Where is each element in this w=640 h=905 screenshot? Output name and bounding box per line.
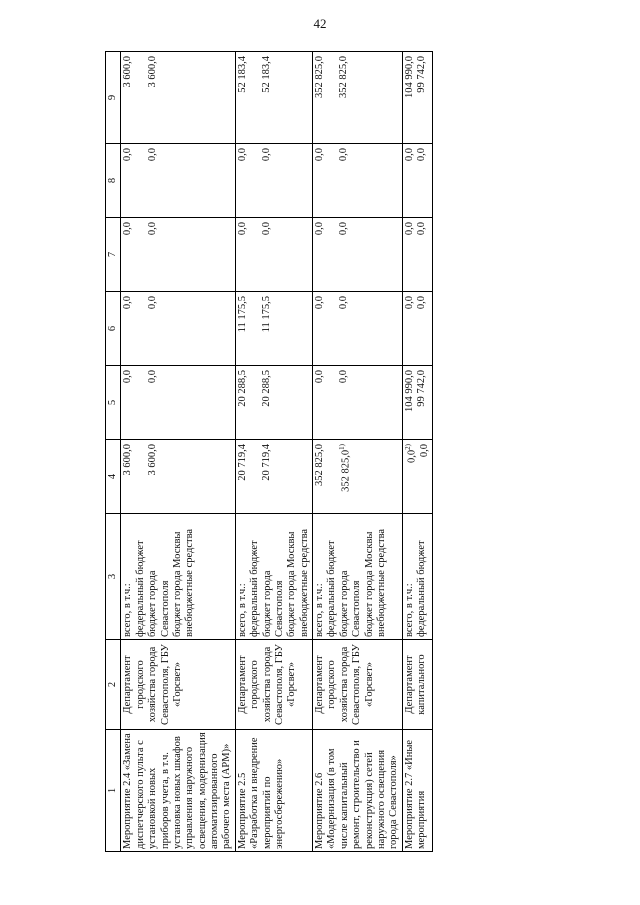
amount-cell — [121, 144, 235, 218]
footnote-mark: 1) — [338, 444, 347, 450]
amount-value: 0,0 — [122, 148, 134, 162]
amount-value: 0,0 — [236, 148, 248, 162]
amount-value — [351, 296, 363, 363]
amount-value — [326, 370, 338, 437]
amount-value — [326, 444, 338, 511]
funding-source-label: бюджет города Москвы — [286, 531, 298, 637]
funding-source-label: бюджет города Москвы — [171, 531, 183, 637]
amount-value — [286, 56, 298, 141]
amount-cell — [313, 292, 403, 366]
amount-value — [326, 222, 338, 289]
amount-cell — [235, 52, 312, 144]
amount-value — [171, 222, 183, 289]
amount-value — [286, 222, 298, 289]
amount-value: 104 990,0 — [403, 56, 415, 98]
amount-value — [286, 296, 298, 363]
activity-name: Мероприятие 2.7 «Иные мероприятия — [402, 730, 432, 852]
amount-value — [171, 56, 183, 141]
amount-value — [274, 222, 286, 289]
amount-cell — [235, 366, 312, 440]
activity-name: Мероприятие 2.4 «Замена диспетчерского пульта с установкой новых приборов учета, в т.ч. установка новых шкафов управления наружного освещения, модернизация автоматизированного рабочего места (АРМ)» — [121, 730, 235, 852]
amount-value — [159, 370, 171, 437]
amount-cell — [121, 440, 235, 514]
amount-value — [363, 148, 375, 215]
amount-value: 0,0 — [314, 148, 325, 162]
col-header: 6 — [106, 292, 121, 366]
amount-value — [363, 296, 375, 363]
amount-value: 0,0 — [338, 148, 350, 162]
amount-value — [326, 296, 338, 363]
amount-cell — [402, 292, 432, 366]
amount-value: 104 990,0 — [403, 370, 415, 412]
amount-value: 0,0 — [146, 296, 158, 310]
amount-cell — [235, 144, 312, 218]
amount-value — [286, 370, 298, 437]
amount-value — [171, 148, 183, 215]
amount-value: 0,0 — [416, 296, 427, 310]
amount-value — [353, 444, 365, 511]
amount-value: 20 288,5 — [236, 370, 248, 407]
budget-table — [105, 51, 433, 852]
table-row — [235, 52, 312, 852]
executor: Департамент городского хозяйства города Севастополя, ГБУ «Горсвет» — [121, 640, 235, 730]
amount-value — [365, 444, 377, 511]
amount-cell — [313, 440, 403, 514]
amount-value — [135, 296, 147, 363]
amount-value — [249, 370, 261, 437]
amount-value — [351, 56, 363, 141]
col-header: 7 — [106, 218, 121, 292]
amount-value — [249, 56, 261, 141]
amount-cell — [121, 52, 235, 144]
funding-sources — [121, 514, 235, 640]
amount-cell — [121, 366, 235, 440]
amount-value: 0,0 — [418, 444, 430, 458]
amount-value — [249, 296, 261, 363]
column-number-row — [106, 52, 121, 852]
amount-value — [274, 148, 286, 215]
funding-source-label: федеральный бюджет — [249, 540, 261, 637]
amount-value: 352 825,0 — [314, 444, 325, 486]
funding-source-label: бюджет города Севастополя — [338, 570, 363, 637]
amount-cell — [121, 292, 235, 366]
amount-value — [171, 444, 183, 511]
amount-value: 0,0 — [314, 370, 325, 384]
amount-cell — [313, 52, 403, 144]
col-header: 9 — [106, 52, 121, 144]
amount-cell — [235, 218, 312, 292]
amount-value: 52 183,4 — [261, 56, 273, 93]
amount-value: 0,0 — [146, 370, 158, 384]
amount-value — [326, 56, 338, 141]
amount-value: 3 600,0 — [146, 444, 158, 476]
amount-value: 0,0 — [314, 296, 325, 310]
amount-value — [135, 370, 147, 437]
amount-value: 3 600,0 — [122, 444, 134, 476]
amount-value: 3 600,0 — [122, 56, 134, 88]
amount-value — [286, 444, 298, 511]
activity-name: Мероприятие 2.6 «Модернизация (в том числе капитальный ремонт, строительство и реконструкция) сетей наружного освещения города Севастополя» — [313, 730, 403, 852]
amount-value: 11 175,5 — [261, 296, 273, 333]
amount-value: 0,0 — [338, 222, 350, 236]
funding-sources — [402, 514, 432, 640]
amount-cell — [313, 144, 403, 218]
funding-source-label: всего, в т.ч.: — [236, 583, 248, 637]
amount-value — [351, 222, 363, 289]
amount-value: 0,0 — [122, 222, 134, 236]
amount-cell — [235, 440, 312, 514]
col-header: 3 — [106, 514, 121, 640]
amount-cell — [313, 366, 403, 440]
amount-value: 0,0 — [236, 222, 248, 236]
table-row — [313, 52, 403, 852]
activity-name: Мероприятие 2.5 «Разработка и внедрение мероприятий по энергосбережению» — [235, 730, 312, 852]
amount-cell — [402, 218, 432, 292]
amount-value: 0,0 — [261, 222, 273, 236]
funding-source-label: внебюджетные средства — [375, 528, 387, 637]
executor: Департамент капитального — [402, 640, 432, 730]
funding-source-label: всего, в т.ч.: — [314, 583, 325, 637]
amount-value: 352 825,0 — [340, 449, 352, 492]
amount-value — [363, 56, 375, 141]
amount-value — [274, 370, 286, 437]
amount-cell — [121, 218, 235, 292]
amount-value: 0,0 — [338, 296, 350, 310]
funding-sources — [313, 514, 403, 640]
amount-cell — [402, 52, 432, 144]
amount-value — [159, 444, 171, 511]
col-header: 5 — [106, 366, 121, 440]
amount-value — [274, 296, 286, 363]
amount-value — [326, 148, 338, 215]
amount-value — [363, 370, 375, 437]
amount-value: 352 825,0 — [314, 56, 325, 98]
table-row — [121, 52, 235, 852]
table-row — [402, 52, 432, 852]
amount-value: 0,0 — [338, 370, 350, 384]
amount-value — [249, 222, 261, 289]
amount-value: 99 742,0 — [416, 56, 427, 93]
amount-value: 0,0 — [406, 449, 418, 463]
executor: Департамент городского хозяйства города Севастополя, ГБУ «Горсвет» — [235, 640, 312, 730]
col-header: 4 — [106, 440, 121, 514]
amount-value — [351, 370, 363, 437]
amount-cell — [402, 144, 432, 218]
amount-value: 0,0 — [403, 148, 415, 162]
funding-source-label: внебюджетные средства — [184, 528, 196, 637]
funding-source-label: бюджет города Москвы — [363, 531, 375, 637]
amount-value: 0,0 — [416, 148, 427, 162]
funding-source-label: всего, в т.ч.: — [122, 583, 134, 637]
amount-value: 352 825,0 — [338, 56, 350, 98]
amount-value — [274, 444, 286, 511]
funding-source-label: федеральный бюджет — [326, 540, 338, 637]
amount-value — [249, 148, 261, 215]
amount-value: 20 719,4 — [261, 444, 273, 481]
col-header: 1 — [106, 730, 121, 852]
page-number: 42 — [313, 16, 327, 31]
funding-source-label: внебюджетные средства — [298, 528, 310, 637]
funding-source-label: всего, в т.ч.: — [403, 583, 415, 637]
amount-value — [159, 296, 171, 363]
amount-value: 20 288,5 — [261, 370, 273, 407]
amount-value: 0,0 — [122, 296, 134, 310]
amount-value: 52 183,4 — [236, 56, 248, 93]
amount-value: 0,0 — [261, 148, 273, 162]
amount-value — [363, 222, 375, 289]
funding-source-label: федеральный бюджет — [134, 540, 146, 637]
funding-source-label: бюджет города Севастополя — [147, 570, 171, 637]
amount-value — [274, 56, 286, 141]
amount-value: 3 600,0 — [146, 56, 158, 88]
amount-cell — [402, 440, 432, 514]
amount-value: 0,0 — [146, 222, 158, 236]
funding-source-label: федеральный бюджет — [416, 540, 427, 637]
amount-value: 0,0 — [146, 148, 158, 162]
amount-value — [171, 296, 183, 363]
footnote-mark: 2) — [403, 444, 412, 450]
amount-value — [159, 148, 171, 215]
amount-value: 0,0 — [403, 296, 415, 310]
amount-value — [159, 56, 171, 141]
amount-value — [249, 444, 261, 511]
amount-value — [135, 222, 147, 289]
amount-value — [135, 444, 147, 511]
amount-value: 0,0 — [122, 370, 134, 384]
funding-source-label: бюджет города Севастополя — [261, 570, 285, 637]
rotated-table-sheet — [105, 56, 603, 852]
amount-value: 11 175,5 — [236, 296, 248, 333]
col-header: 8 — [106, 144, 121, 218]
amount-value — [171, 370, 183, 437]
amount-cell — [235, 292, 312, 366]
amount-value: 0,0 — [403, 222, 415, 236]
amount-cell — [402, 366, 432, 440]
funding-sources — [235, 514, 312, 640]
amount-cell — [313, 218, 403, 292]
amount-value — [159, 222, 171, 289]
amount-value: 0,0 — [314, 222, 325, 236]
executor: Департамент городского хозяйства города Севастополя, ГБУ «Горсвет» — [313, 640, 403, 730]
amount-value — [286, 148, 298, 215]
amount-value: 0,0 — [416, 222, 427, 236]
amount-value — [135, 148, 147, 215]
amount-value — [351, 148, 363, 215]
col-header: 2 — [106, 640, 121, 730]
amount-value: 20 719,4 — [236, 444, 248, 481]
amount-value: 99 742,0 — [416, 370, 427, 407]
table-body — [121, 52, 433, 852]
amount-value — [135, 56, 147, 141]
